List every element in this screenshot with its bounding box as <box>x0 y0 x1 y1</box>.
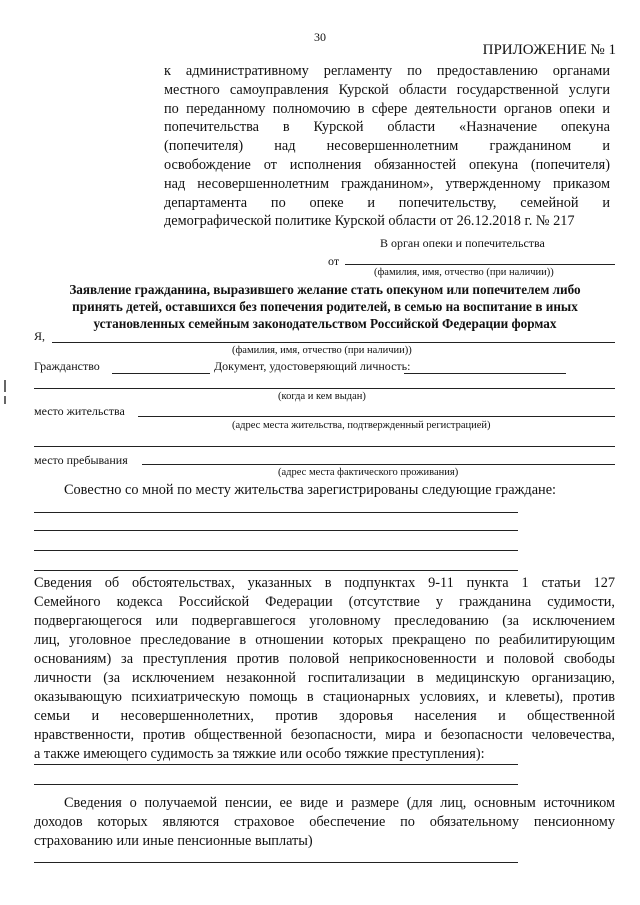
document-label: Документ, удостоверяющий личность: <box>214 359 411 373</box>
criminal-record-line: личности (за исключением незаконной госпитализации в медицинскую организацию, <box>34 670 615 686</box>
scan-mark <box>4 396 6 404</box>
document-issued-field[interactable] <box>34 388 615 389</box>
annex-line: департамента по опеке и попечительству, семейной и <box>164 194 610 211</box>
full-name-caption: (фамилия, имя, отчество (при наличии)) <box>232 345 412 356</box>
cohabitants-text: Совестно со мной по месту жительства зарегистрированы следующие граждане: <box>64 482 557 498</box>
criminal-record-line: нравственности, против общественной безопасности, мира и безопасности человечества, <box>34 727 615 743</box>
stay-label: место пребывания <box>34 453 128 467</box>
pension-line: страхованию или иные пенсионные выплаты) <box>34 833 313 849</box>
statement-title-line: установленных семейным законодательством Российской Федерации формах <box>93 316 557 331</box>
page-number: 30 <box>314 30 326 44</box>
criminal-record-line: основаниям) за преступления против половой неприкосновенности и половой свободы <box>34 651 615 667</box>
pension-line: доходов которых являются страховое обеспечение по обязательному пенсионному <box>34 814 615 830</box>
scan-mark <box>4 380 6 392</box>
pension-text <box>34 794 615 851</box>
from-caption: (фамилия, имя, отчество (при наличии)) <box>374 267 554 278</box>
criminal-record-line: а также имеющего судимость за тяжкие или особо тяжкие преступления): <box>34 746 485 762</box>
issued-caption: (когда и кем выдан) <box>278 391 366 402</box>
annex-line: освобождение от исполнения обязанностей опекуна (попечителя) <box>164 156 610 173</box>
residence-label: место жительства <box>34 404 125 418</box>
cohabitant-line[interactable] <box>34 550 518 551</box>
stay-field[interactable] <box>142 464 615 465</box>
criminal-record-text <box>34 574 615 764</box>
from-field[interactable] <box>345 264 615 265</box>
annex-line: по переданному полномочию в сфере деятельности органов опеки и <box>164 100 610 117</box>
document-field[interactable] <box>404 373 566 374</box>
i-label: Я, <box>34 329 46 343</box>
criminal-record-line: оказывающую психиатрическую помощь в стационарных условиях, и клеветы), против <box>34 689 615 705</box>
statement-title <box>40 281 610 332</box>
criminal-record-line: Сведения об обстоятельствах, указанных в подпунктах 9-11 пункта 1 статьи 127 <box>34 575 615 591</box>
annex-line: местного самоуправления Курской области государственной услуги <box>164 81 610 98</box>
annex-line: (попечителя) над несовершеннолетним гражданином и <box>164 138 610 155</box>
citizenship-field[interactable] <box>112 373 210 374</box>
criminal-record-line: Семейного кодекса Российской Федерации (отсутствие у гражданина судимости, <box>34 594 615 610</box>
criminal-record-line: семьи и несовершеннолетних, против здоровья населения и общественной <box>34 708 615 724</box>
cohabitant-line[interactable] <box>34 570 518 571</box>
annex-line: демографической политике Курской области от 26.12.2018 г. № 217 <box>164 213 575 230</box>
residence-field-continued[interactable] <box>34 446 615 447</box>
annex-line: попечительства в Курской области «Назначение опекуна <box>164 119 610 136</box>
annex-line: над несовершеннолетним гражданином», утвержденному приказом <box>164 175 610 192</box>
pension-line: Сведения о получаемой пенсии, ее виде и размере (для лиц, основным источником <box>64 795 615 811</box>
cohabitant-line[interactable] <box>34 530 518 531</box>
annex-title: ПРИЛОЖЕНИЕ № 1 <box>482 42 616 58</box>
annex-reference <box>164 62 610 231</box>
annex-line: к административному регламенту по предоставлению органами <box>164 63 610 79</box>
criminal-record-line: подвергающегося или подвергавшегося уголовному преследованию (за исключением <box>34 613 615 629</box>
recipient-label: В орган опеки и попечительства <box>380 236 545 250</box>
residence-field[interactable] <box>138 416 615 417</box>
criminal-record-line: лиц, уголовное преследование в отношении которых прекращено по реабилитирующим <box>34 632 615 648</box>
full-name-field[interactable] <box>52 342 615 343</box>
residence-caption: (адрес места жительства, подтвержденный регистрацией) <box>232 420 491 431</box>
stay-caption: (адрес места фактического проживания) <box>278 467 459 478</box>
statement-title-line: Заявление гражданина, выразившего желание стать опекуном или попечителем либо <box>69 282 581 297</box>
criminal-record-field[interactable] <box>34 784 518 785</box>
pension-field[interactable] <box>34 862 518 863</box>
citizenship-label: Гражданство <box>34 359 100 373</box>
from-label: от <box>328 254 340 268</box>
statement-title-line: принять детей, оставшихся без попечения родителей, в семью на воспитание в иных <box>72 299 578 314</box>
criminal-record-field[interactable] <box>34 764 518 765</box>
cohabitant-line[interactable] <box>34 512 518 513</box>
